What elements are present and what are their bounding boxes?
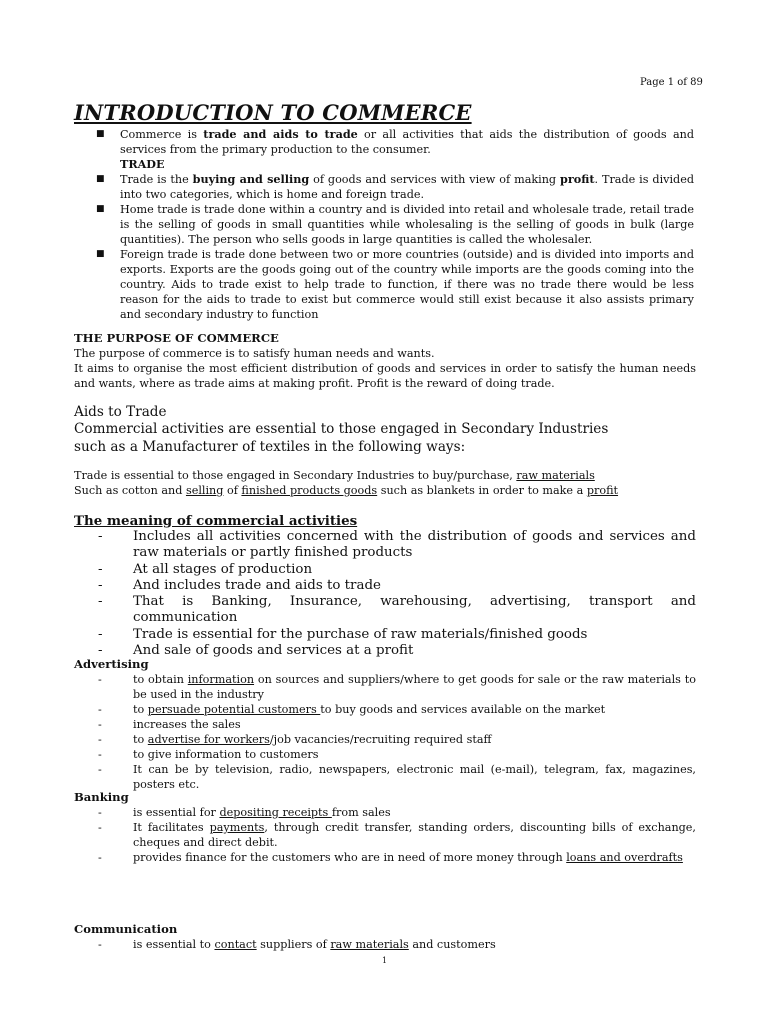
list-item: - It can be by television, radio, newspapers, electronic mail (e-mail), telegram, fax, magazines, posters etc. [98,763,696,791]
aids-paragraph: Commercial activities are essential to those engaged in Secondary Industries such as a Manufacturer of textiles in the following ways: [74,421,609,455]
meaning-heading: The meaning of commercial activities [74,513,358,529]
intro-bullet-commerce: ■ Commerce is trade and aids to trade or all activities that aids the distribution of goods and services from the primary production to the consumer. [96,127,694,156]
list-item: - At all stages of production [98,561,313,577]
list-item: - And includes trade and aids to trade [98,577,381,593]
communication-list [74,937,696,952]
list-item: - is essential to contact suppliers of raw materials and customers [98,938,496,951]
meaning-list [74,529,696,659]
advertising-heading: Advertising [74,657,149,671]
intro-bullet-home-trade: ■ Home trade is trade done within a country and is divided into retail and wholesale trade, retail trade is the selling of goods in small quantities while wholesaling is the selling of goods in bulk (large quantities). The person who sells goods in large quantities is called the wholesaler. [96,203,694,246]
list-item: - And sale of goods and services at a profit [98,643,414,659]
aids-heading: Aids to Trade [74,404,167,420]
intro-bullet-list [74,127,694,322]
purpose-line-1: The purpose of commerce is to satisfy human needs and wants. [74,347,435,360]
list-item: - provides finance for the customers who are in need of more money through loans and overdrafts [98,851,683,864]
communication-heading: Communication [74,922,178,936]
purpose-heading: THE PURPOSE OF COMMERCE [74,331,279,345]
list-item: - It facilitates payments, through credit transfer, standing orders, discounting bills of exchange, cheques and direct debit. [98,821,696,849]
purpose-line-2: It aims to organise the most efficient distribution of goods and services in order to satisfy the human needs and wants, where as trade aims at making profit. Profit is the reward of doing trade. [74,362,696,390]
intro-bullet-trade: ■ Trade is the buying and selling of goods and services with view of making profit. Trade is divided into two categories, which is home and foreign trade. [96,172,694,201]
banking-list [74,805,696,865]
list-item: - Trade is essential for the purchase of raw materials/finished goods [98,626,588,642]
square-bullet-icon: ■ [96,249,105,259]
list-item: - That is Banking, Insurance, warehousing, advertising, transport and communication [98,594,696,626]
trade-heading: TRADE [120,157,165,171]
list-item: - is essential for depositing receipts from sales [98,806,391,819]
footer-page-number: 1 [382,956,388,965]
square-bullet-icon: ■ [96,204,105,214]
page-label: Page 1 of 89 [640,77,703,88]
list-item: - to give information to customers [98,748,319,761]
intro-bullet-foreign-trade: ■ Foreign trade is trade done between two or more countries (outside) and is divided into imports and exports. Exports are the goods going out of the country while imports are the goods coming into the country. Aids to trade exist to help trade to function, if there was no trade there would be less reason for the aids to trade to exist but commerce would still exist because it also assists primary and secondary industry to function [96,248,694,321]
list-item: - to obtain information on sources and suppliers/where to get goods for sale or the raw materials to be used in the industry [98,673,696,701]
list-item: - to persuade potential customers to buy goods and services available on the market [98,703,606,716]
page-title: INTRODUCTION TO COMMERCE [74,100,472,125]
list-item: - increases the sales [98,718,241,731]
banking-heading: Banking [74,790,129,804]
square-bullet-icon: ■ [96,129,105,139]
advertising-list [74,672,696,792]
list-item: - to advertise for workers/job vacancies/recruiting required staff [98,733,492,746]
list-item: - Includes all activities concerned with the distribution of goods and services and raw materials or partly finished products [98,529,696,561]
square-bullet-icon: ■ [96,174,105,184]
aids-line-2: Such as cotton and selling of finished products goods such as blankets in order to make a profit [74,484,619,497]
aids-line-1: Trade is essential to those engaged in Secondary Industries to buy/purchase, raw materials [74,469,595,482]
